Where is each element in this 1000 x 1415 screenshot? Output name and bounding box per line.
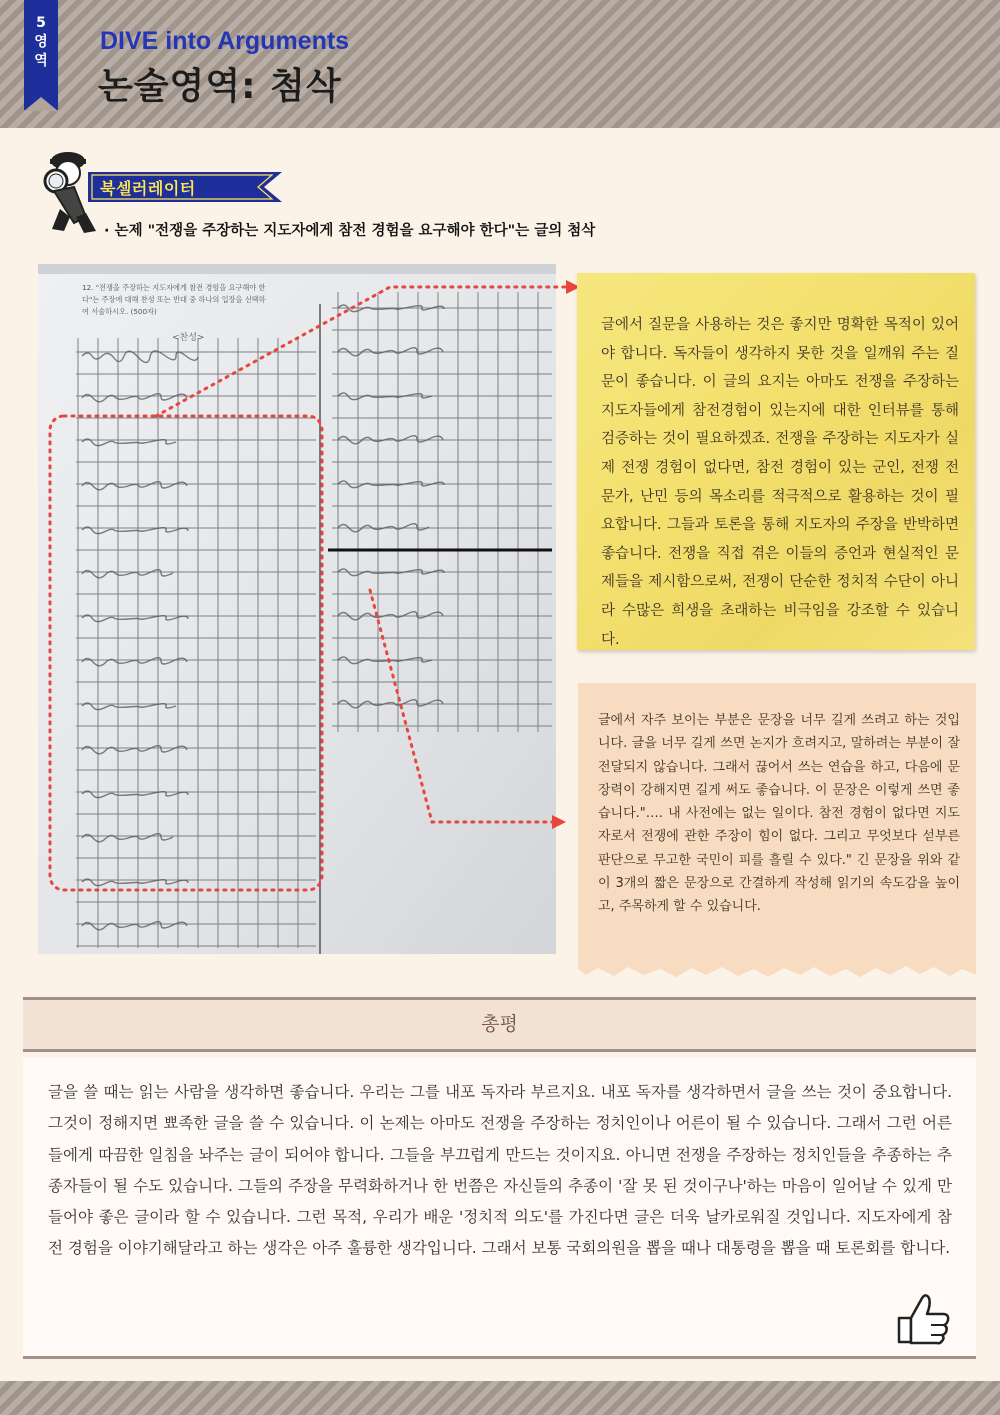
- summary-heading: 총평: [481, 1013, 518, 1035]
- section-number: 5: [36, 15, 46, 31]
- summary-heading-bar: [23, 997, 976, 1052]
- question-line-3: 여 서술하시오. (500자): [82, 307, 157, 316]
- thumbs-up-icon: [893, 1288, 953, 1348]
- feedback-2-text: 글에서 자주 보이는 부분은 문장을 너무 길게 쓰려고 하는 것입니다. 글을 너무 길게 쓰면 논지가 흐려지고, 말하려는 부분이 잘 전달되지 않습니다. 그래서 끊어서 쓰는 연습을 하고, 다음에 문장력이 강해지면 길게 써도 좋습니다. 이 문장은 이렇게 쓰면 좋습니다."…. 내 사전에는 없는 일이다. 참전 경험이 없다면 지도자로서 전쟁에 관한 주장이 힘이 없다. 그리고 무엇보다 섣부른 판단으로 무고한 국민이 피를 흘릴 수 있다." 긴 문장을 위와 같이 3개의 짧은 문장으로 간결하게 작성해 읽기의 속도감을 높이고, 주목하게 할 수 있습니다.: [598, 713, 960, 915]
- banner-label: 북셀러레이터: [100, 179, 196, 198]
- page-title-korean: 논술영역: 첨삭: [98, 66, 342, 107]
- summary-bottom-rule: [23, 1356, 976, 1359]
- topic-line: · 논제 "전쟁을 주장하는 지도자에게 참전 경험을 요구해야 한다"는 글의 첨삭: [104, 223, 596, 239]
- manuscript-photo: [38, 264, 556, 954]
- feedback-note-sentence-length: [578, 683, 976, 978]
- bottom-striped-band: [0, 1381, 1000, 1415]
- summary-body: 글을 쓸 때는 읽는 사람을 생각하면 좋습니다. 우리는 그를 내포 독자라 부르지요. 내포 독자를 생각하면서 글을 쓰는 것이 중요합니다. 그것이 정해지면 뾰족한 글을 쓸 수 있습니다. 이 논제는 아마도 전쟁을 주장하는 정치인이나 어른이 될 수 있습니다. 그래서 그런 어른들에게 따끔한 일침을 놔주는 글이 되어야 합니다. 그들을 부끄럽게 만드는 것이지요. 아니면 전쟁을 주장하는 정치인들을 추종하는 추종자들이 될 수도 있습니다. 그들의 주장을 무력화하거나 한 번쯤은 자신들의 추종이 '잘 못 된 것이구나'하는 마음이 일어날 수 있게 만들어야 좋은 글이라 할 수 있습니다. 그런 목적, 우리가 배운 '정치적 의도'를 가진다면 글은 더욱 날카로워질 것입니다. 지도자에게 참전 경험을 이야기해달라고 하는 생각은 아주 훌륭한 생각입니다. 그래서 보통 국회의원을 뽑을 때나 대통령을 뽑을 때 토론회를 합니다.: [48, 1083, 952, 1258]
- question-line-1: 12. "전쟁을 주장하는 지도자에게 참전 경험을 요구해야 한: [82, 283, 266, 292]
- question-line-2: 다"는 주장에 대해 찬성 또는 반대 중 하나의 입장을 선택하: [82, 295, 266, 304]
- section-char-1: 영: [34, 34, 48, 50]
- section-bookmark: [24, 0, 58, 110]
- page-title-english: DIVE into Arguments: [100, 27, 350, 55]
- section-char-2: 역: [34, 53, 48, 69]
- feedback-1-text: 글에서 질문을 사용하는 것은 좋지만 명확한 목적이 있어야 합니다. 독자들이 생각하지 못한 것을 일깨워 주는 질문이 좋습니다. 이 글의 요지는 아마도 전쟁을 주장하는 지도자들에게 참전경험이 있는지에 대한 인터뷰를 통해 검증하는 것이 필요하겠죠. 전쟁을 주장하는 지도자가 실제 전쟁 경험이 없다면, 참전 경험이 있는 군인, 전쟁 전문가, 난민 등의 목소리를 적극적으로 활용하는 것이 필요합니다. 그들과 토론을 통해 지도자의 주장을 반박하면 좋습니다. 전쟁을 직접 겪은 이들의 증언과 현실적인 문제들을 제시함으로써, 전쟁이 단순한 정치적 수단이 아니라 수많은 희생을 초래하는 비극임을 강조할 수 있습니다.: [601, 317, 959, 648]
- feedback-note-question-usage: [577, 273, 975, 650]
